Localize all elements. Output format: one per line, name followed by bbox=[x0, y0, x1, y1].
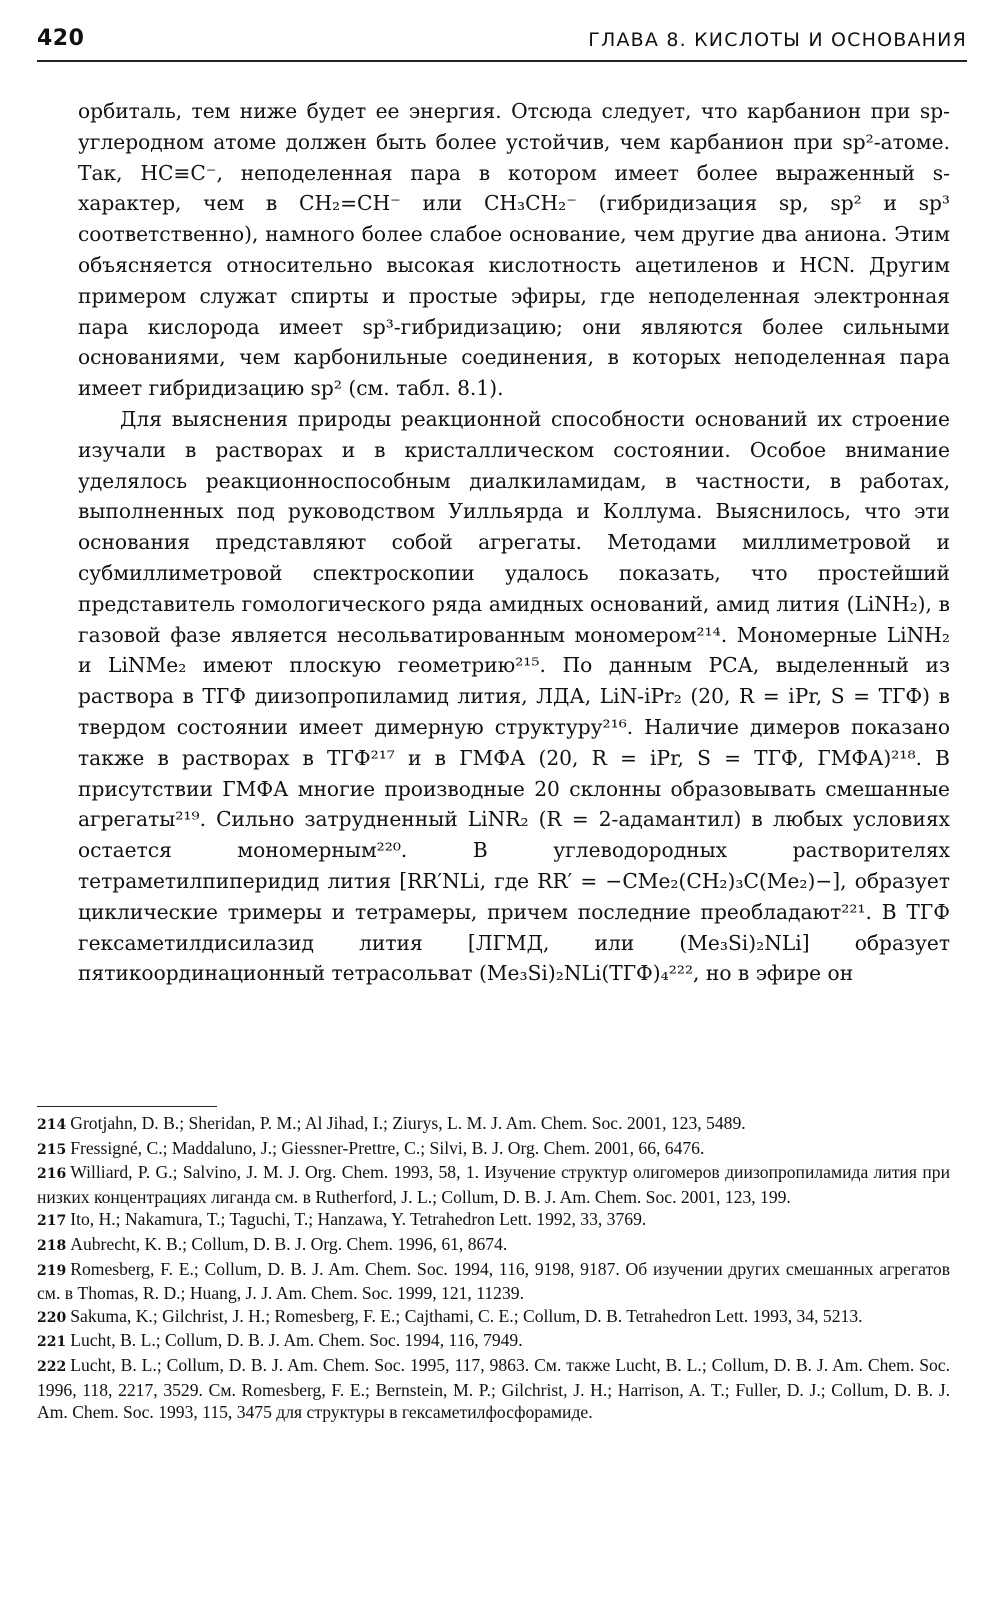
footnote bbox=[37, 1137, 950, 1162]
footnote-number: 217 bbox=[37, 1213, 67, 1230]
footnote-text: Aubrecht, K. B.; Collum, D. B. J. Org. Chem. 1996, 61, 8674. bbox=[70, 1233, 508, 1254]
footnote-text: Lucht, B. L.; Collum, D. B. J. Am. Chem. Soc. 1995, 117, 9863. См. также Lucht, B. L.; Collum, D. B. J. Am. Chem. Soc. 1996, 118, 2217, 3529. См. Romesberg, F. E.; Bernstein, M. P.; Gilchrist, J. H.; Harrison, A. T.; Fuller, D. J.; Collum, D. B. J. Am. Chem. Soc. 1993, 115, 3475 для структуры в гексаметилфосфорамиде. bbox=[37, 1354, 950, 1423]
header-rule bbox=[37, 60, 967, 62]
footnote-number: 220 bbox=[37, 1309, 67, 1326]
footnote-text: Lucht, B. L.; Collum, D. B. J. Am. Chem. Soc. 1994, 116, 7949. bbox=[70, 1330, 523, 1351]
footnote bbox=[37, 1161, 950, 1208]
footnote bbox=[37, 1329, 950, 1354]
footnote-text: Grotjahn, D. B.; Sheridan, P. M.; Al Jihad, I.; Ziurys, L. M. J. Am. Chem. Soc. 2001, 123, 5489. bbox=[70, 1113, 746, 1133]
footnote-text: Romesberg, F. E.; Collum, D. B. J. Am. Chem. Soc. 1994, 116, 9198, 9187. Об изучении других смешанных агрегатов см. в Thomas, R. D.; Huang, J. J. Am. Chem. Soc. 1999, 121, 11239. bbox=[37, 1258, 950, 1304]
paragraph: Для выяснения природы реакционной способности оснований их строение изучали в растворах и в кристаллическом состоянии. Особое внимание уделялось реакционноспособным диалкиламидам, в частности, в работах, выполненных под руководством Уилльярда и Коллума. Выяснилось, что эти основания представляют собой агрегаты. Методами миллиметровой и субмиллиметровой спектроскопии удалось показать, что простейший представитель гомологического ряда амидных оснований, амид лития (LiNH₂), в газовой фазе является несольватированным мономером²¹⁴. Мономерные LiNH₂ и LiNMe₂ имеют плоскую геометрию²¹⁵. По данным РСА, выделенный из раствора в ТГФ диизопропиламид лития, ЛДА, LiN-iPr₂ (20, R = iPr, S = ТГФ) в твердом состоянии имеет димерную структуру²¹⁶. Наличие димеров показано также в растворах в ТГФ²¹⁷ и в ГМФА (20, R = iPr, S = ТГФ, ГМФА)²¹⁸. В присутствии ГМФА многие производные 20 склонны образовывать смешанные агрегаты²¹⁹. Сильно затрудненный LiNR₂ (R = 2-адамантил) в любых условиях остается мономерным²²⁰. В углеводородных растворителях тетраметилпиперидид лития [RR′NLi, где RR′ = −CMe₂(CH₂)₃C(Me₂)−], образует циклические тримеры и тетрамеры, причем последние преобладают²²¹. В ТГФ гексаметилдисилазид лития [ЛГМД, или (Me₃Si)₂NLi] образует пятикоординационный тетрасольват (Me₃Si)₂NLi(ТГФ)₄²²², но в эфире он bbox=[78, 406, 950, 986]
footnote bbox=[37, 1208, 950, 1233]
running-head: ГЛАВА 8. КИСЛОТЫ И ОСНОВАНИЯ bbox=[588, 29, 967, 51]
footnote-number: 221 bbox=[37, 1334, 67, 1351]
footnote-number: 222 bbox=[37, 1358, 67, 1375]
main-text bbox=[78, 96, 950, 989]
footnote-separator bbox=[37, 1106, 217, 1107]
footnote-text: Fressigné, C.; Maddaluno, J.; Giessner-Prettre, C.; Silvi, B. J. Org. Chem. 2001, 66, 6476. bbox=[70, 1137, 705, 1158]
footnote-number: 218 bbox=[37, 1237, 67, 1254]
footnote-text: Williard, P. G.; Salvino, J. M. J. Org. Chem. 1993, 58, 1. Изучение структур олигомеров диизопропиламида лития при низких концентрациях лиганда см. в Rutherford, J. L.; Collum, D. B. J. Am. Chem. Soc. 2001, 123, 199. bbox=[37, 1162, 950, 1207]
footnote bbox=[37, 1233, 950, 1258]
footnote bbox=[37, 1112, 950, 1137]
footnote bbox=[37, 1305, 950, 1330]
footnote-number: 215 bbox=[37, 1141, 67, 1158]
footnote-number: 214 bbox=[37, 1117, 67, 1133]
footnote-number: 219 bbox=[37, 1262, 67, 1279]
page-number: 420 bbox=[37, 26, 85, 51]
footnote bbox=[37, 1354, 950, 1424]
footnote bbox=[37, 1258, 950, 1305]
footnote-number: 216 bbox=[37, 1166, 67, 1183]
footnotes bbox=[37, 1112, 950, 1424]
footnote-text: Ito, H.; Nakamura, T.; Taguchi, T.; Hanzawa, Y. Tetrahedron Lett. 1992, 33, 3769. bbox=[70, 1209, 647, 1230]
paragraph: орбиталь, тем ниже будет ее энергия. Отсюда следует, что карбанион при sp-углеродном атоме должен быть более устойчив, чем карбанион при sp²-атоме. Так, HC≡C⁻, неподеленная пара в котором имеет более выраженный s-характер, чем в CH₂=CH⁻ или CH₃CH₂⁻ (гибридизация sp, sp² и sp³ соответственно), намного более слабое основание, чем другие два аниона. Этим объясняется относительно высокая кислотность ацетиленов и HCN. Другим примером служат спирты и простые эфиры, где неподеленная электронная пара кислорода имеет sp³-гибридизацию; они являются более сильными основаниями, чем карбонильные соединения, в которых неподеленная пара имеет гибридизацию sp² (см. табл. 8.1). bbox=[78, 99, 950, 401]
footnote-text: Sakuma, K.; Gilchrist, J. H.; Romesberg, F. E.; Cajthami, C. E.; Collum, D. B. Tetrahedron Lett. 1993, 34, 5213. bbox=[70, 1305, 863, 1326]
page-header bbox=[37, 26, 967, 60]
